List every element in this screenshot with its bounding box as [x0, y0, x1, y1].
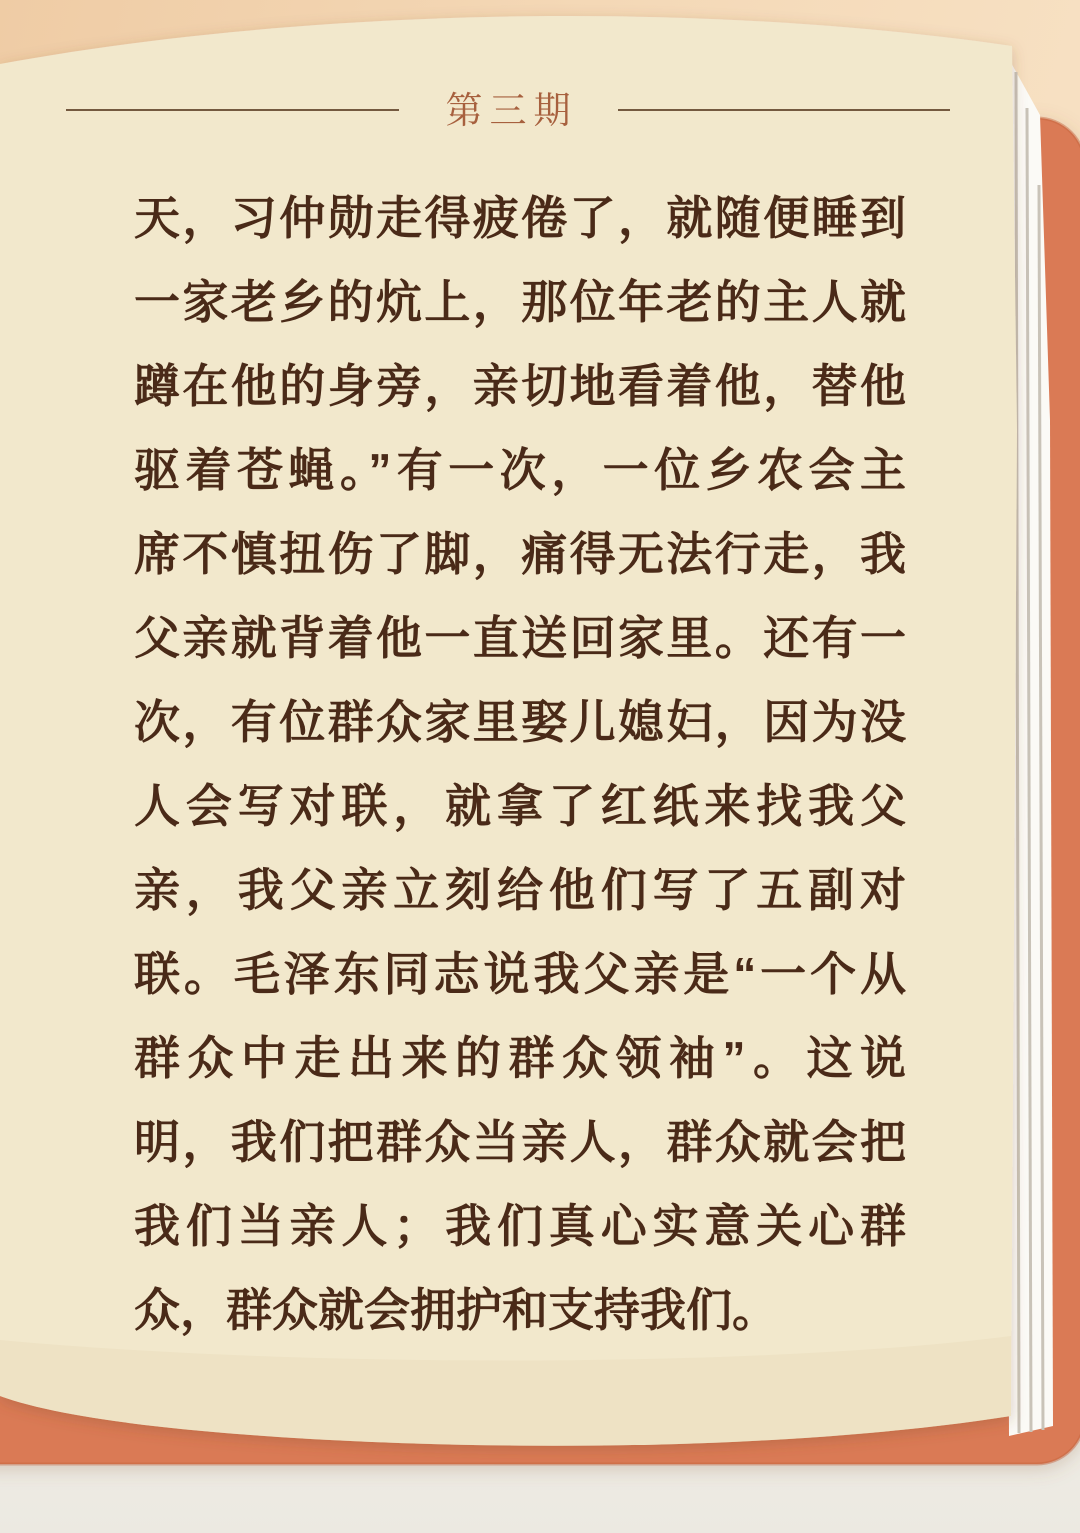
header-rule-right [618, 109, 951, 111]
text-line: 明，我们把群众当亲人，群众就会把 [134, 1116, 906, 1168]
text-line: 人会写对联，就拿了红纸来找我父 [134, 780, 906, 832]
issue-label: 第三期 [445, 89, 578, 131]
header-rule-left [66, 109, 399, 111]
text-line: 次，有位群众家里娶儿媳妇，因为没 [134, 696, 906, 748]
text-line: 我们当亲人；我们真心实意关心群 [134, 1200, 906, 1252]
article-body [134, 176, 906, 1352]
text-line: 父亲就背着他一直送回家里。还有一 [134, 612, 906, 664]
text-line: 驱着苍蝇。”有一次，一位乡农会主 [134, 444, 906, 496]
page-header [66, 82, 950, 138]
text-line: 联。毛泽东同志说我父亲是“一个从 [134, 948, 906, 1000]
text-line: 席不慎扭伤了脚，痛得无法行走，我 [134, 528, 906, 580]
text-line: 蹲在他的身旁，亲切地看着他，替他 [134, 360, 906, 412]
text-line: 亲，我父亲立刻给他们写了五副对 [134, 864, 906, 916]
text-line: 群众中走出来的群众领袖”。这说 [134, 1032, 906, 1084]
text-line: 众，群众就会拥护和支持我们。 [134, 1284, 778, 1336]
text-line: 天，习仲勋走得疲倦了，就随便睡到 [134, 192, 906, 244]
text-line: 一家老乡的炕上，那位年老的主人就 [134, 276, 906, 328]
